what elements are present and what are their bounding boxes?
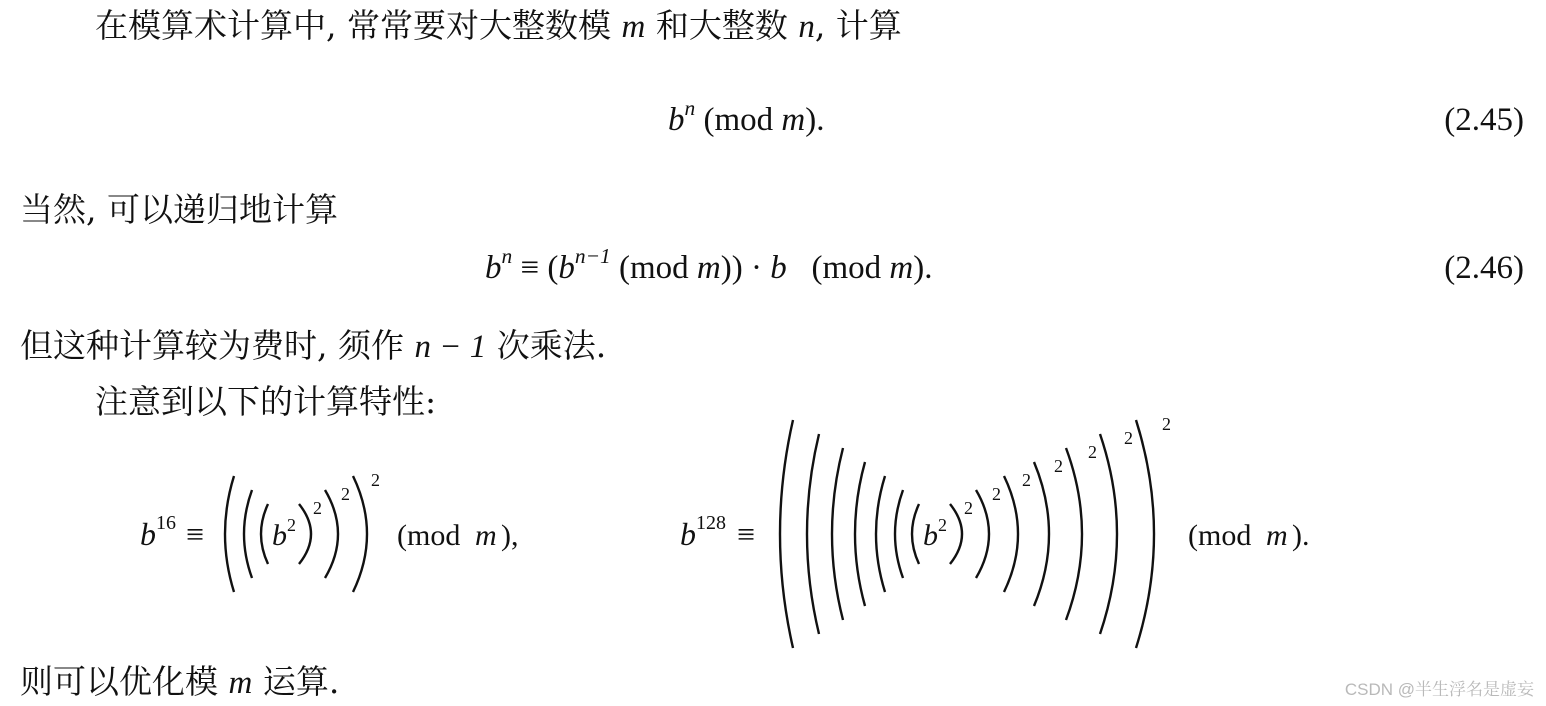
var-n: n [798, 9, 815, 45]
watermark: CSDN @半生浮名是虚妄 [1344, 680, 1534, 699]
left-paren [780, 420, 793, 648]
equiv-sign: ≡ [520, 250, 540, 286]
exponent-n: n [684, 96, 696, 120]
paragraph-3-tail: 次乘法. [496, 326, 607, 365]
paragraph-3 [20, 326, 606, 367]
mod-keyword: (mod [619, 250, 689, 286]
exponent-n: n [501, 244, 513, 268]
close-paren: ). [913, 250, 933, 286]
equation-2-46 [485, 244, 933, 288]
square-exponent: 2 [1124, 428, 1133, 448]
left-paren [912, 504, 919, 564]
left-paren [895, 490, 903, 578]
inner-base-b: b [923, 519, 938, 552]
left-paren [876, 476, 885, 592]
right-paren [1004, 476, 1018, 592]
exponent-n-minus-1: n−1 [574, 244, 611, 268]
right-paren [976, 490, 989, 578]
left-paren [832, 448, 843, 620]
paragraph-5-text: 则可以优化模 [20, 662, 218, 701]
lhs-exponent: 16 [156, 512, 176, 534]
lhs-base-b: b [140, 516, 156, 552]
square-exponent: 2 [313, 498, 322, 518]
mod-keyword: (mod [811, 250, 882, 286]
right-paren [1100, 434, 1117, 634]
square-exponent: 2 [1054, 456, 1063, 476]
equiv-sign: ≡ [737, 516, 756, 552]
equation-number-2-45: (2.45) [1444, 102, 1524, 138]
paragraph-1 [95, 6, 902, 47]
base-b: b [668, 102, 685, 138]
open-paren: ( [547, 250, 559, 286]
paragraph-1-tail: , 计算 [814, 6, 902, 45]
mod-keyword: (mod [703, 102, 774, 138]
equation-2-45 [668, 96, 825, 140]
expr-n-minus-1: n − 1 [414, 329, 487, 365]
left-paren [807, 434, 819, 634]
square-exponent: 2 [341, 484, 350, 504]
left-paren [244, 490, 252, 578]
right-paren [325, 490, 338, 578]
right-paren [299, 504, 311, 564]
base-b: b [770, 250, 787, 286]
paragraph-5-tail: 运算. [262, 662, 340, 701]
equation-number-2-46: (2.46) [1444, 250, 1524, 286]
tail-punct: ). [1292, 519, 1310, 552]
equation-b16 [130, 450, 630, 630]
right-paren [1034, 462, 1049, 606]
var-m: m [621, 9, 646, 45]
mod-keyword: (mod [397, 519, 461, 552]
base-b: b [558, 250, 575, 286]
left-paren [855, 462, 865, 606]
tail-punct: ), [501, 519, 519, 552]
square-exponent: 2 [371, 470, 380, 490]
square-exponent: 2 [992, 484, 1001, 504]
paragraph-1-and: 和大整数 [655, 6, 788, 45]
var-m: m [696, 250, 721, 286]
mod-keyword: (mod [1188, 519, 1252, 552]
paragraph-1-text: 在模算术计算中, 常常要对大整数模 [95, 6, 611, 45]
paragraph-3-text: 但这种计算较为费时, 须作 [20, 326, 404, 365]
square-exponent: 2 [938, 515, 947, 535]
equation-b128 [670, 414, 1430, 630]
right-paren [1066, 448, 1082, 620]
paragraph-5 [20, 662, 339, 703]
right-paren [1136, 420, 1154, 648]
square-exponent: 2 [1022, 470, 1031, 490]
square-exponent: 2 [964, 498, 973, 518]
square-exponent: 2 [1162, 414, 1171, 434]
var-m: m [1266, 519, 1288, 552]
lhs-base-b: b [680, 516, 696, 552]
paragraph-2: 当然, 可以递归地计算 [20, 190, 338, 229]
square-exponent: 2 [1088, 442, 1097, 462]
right-paren [950, 504, 962, 564]
left-paren [225, 476, 234, 592]
var-m: m [228, 665, 253, 701]
var-m: m [781, 102, 806, 138]
close-paren: ). [805, 102, 825, 138]
var-m: m [475, 519, 497, 552]
paragraph-4: 注意到以下的计算特性: [95, 382, 437, 421]
right-paren [353, 476, 367, 592]
left-paren [261, 504, 268, 564]
var-m: m [889, 250, 914, 286]
square-exponent: 2 [287, 515, 296, 535]
equiv-sign: ≡ [186, 516, 205, 552]
lhs-exponent: 128 [696, 512, 726, 534]
close-and-dot: )) · [720, 250, 762, 286]
base-b: b [485, 250, 502, 286]
inner-base-b: b [272, 519, 287, 552]
